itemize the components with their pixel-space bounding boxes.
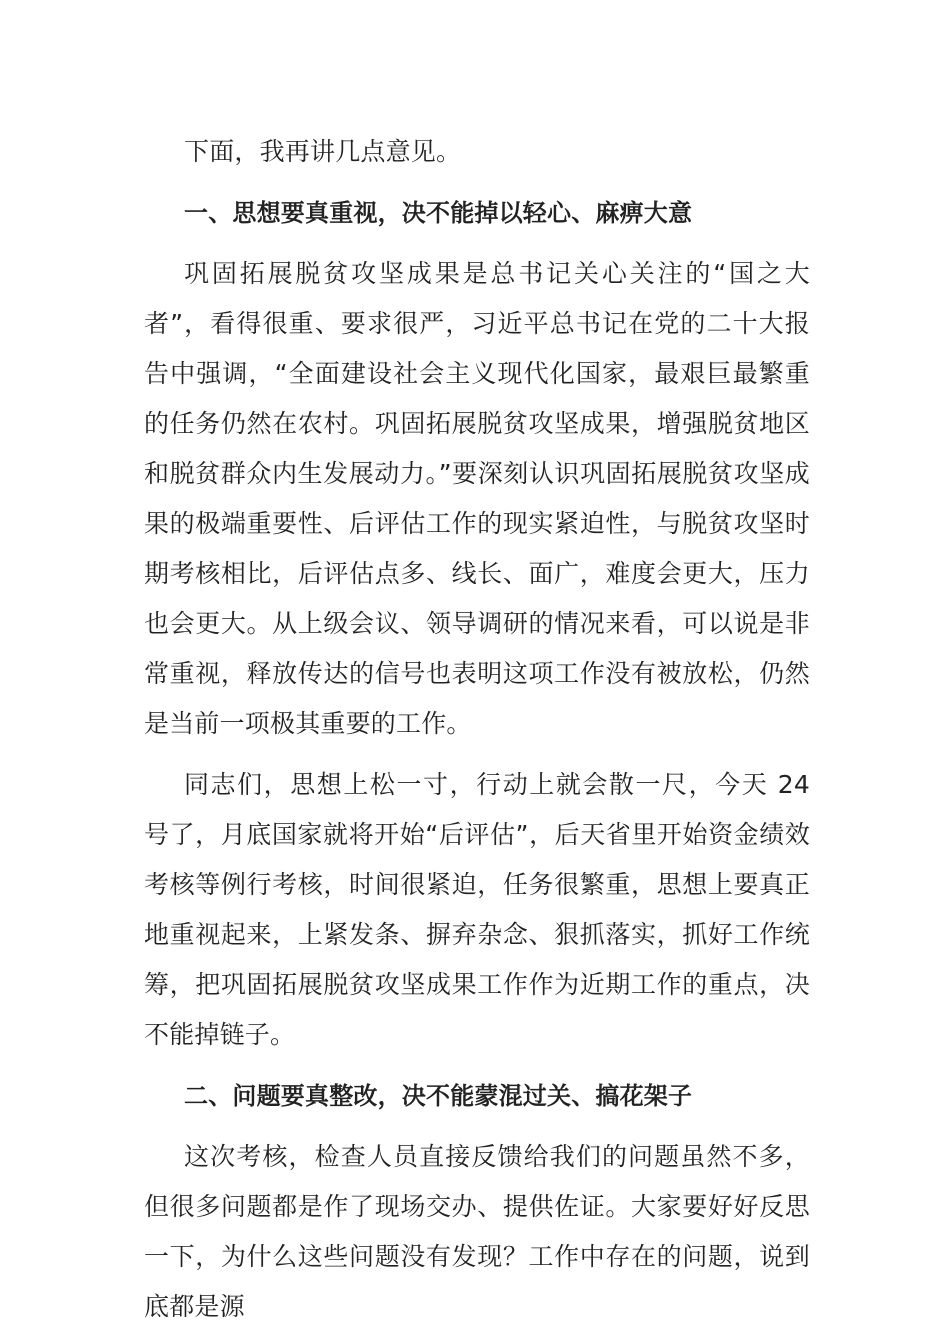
document-body (144, 127, 810, 1343)
section-2-paragraph-1: 这次考核，检查人员直接反馈给我们的问题虽然不多，但很多问题都是作了现场交办、提供佐证。大家要好好反思一下，为什么这些问题没有发现？工作中存在的问题，说到底都是源 (144, 1142, 810, 1321)
section-1-paragraph-2: 同志们，思想上松一寸，行动上就会散一尺，今天 24 号了，月底国家就将开始“后评估”，后天省里开始资金绩效考核等例行考核，时间很紧迫，任务很繁重，思想上要真正地重视起来，上紧发条、摒弃杂念、狠抓落实，抓好工作统筹，把巩固拓展脱贫攻坚成果工作作为近期工作的重点，决不能掉链子。 (144, 770, 810, 1049)
section-1-heading: 一、思想要真重视，决不能掉以轻心、麻痹大意 (184, 199, 693, 227)
section-2-heading: 二、问题要真整改，决不能蒙混过关、搞花架子 (184, 1082, 693, 1110)
intro-paragraph: 下面，我再讲几点意见。 (184, 137, 462, 166)
section-1-paragraph-1: 巩固拓展脱贫攻坚成果是总书记关心关注的“国之大者”，看得很重、要求很严，习近平总书记在党的二十大报告中强调，“全面建设社会主义现代化国家，最艰巨最繁重的任务仍然在农村。巩固拓展脱贫攻坚成果，增强脱贫地区和脱贫群众内生发展动力。”要深刻认识巩固拓展脱贫攻坚成果的极端重要性、后评估工作的现实紧迫性，与脱贫攻坚时期考核相比，后评估点多、线长、面广，难度会更大，压力也会更大。从上级会议、领导调研的情况来看，可以说是非常重视，释放传达的信号也表明这项工作没有被放松，仍然是当前一项极其重要的工作。 (144, 259, 810, 738)
